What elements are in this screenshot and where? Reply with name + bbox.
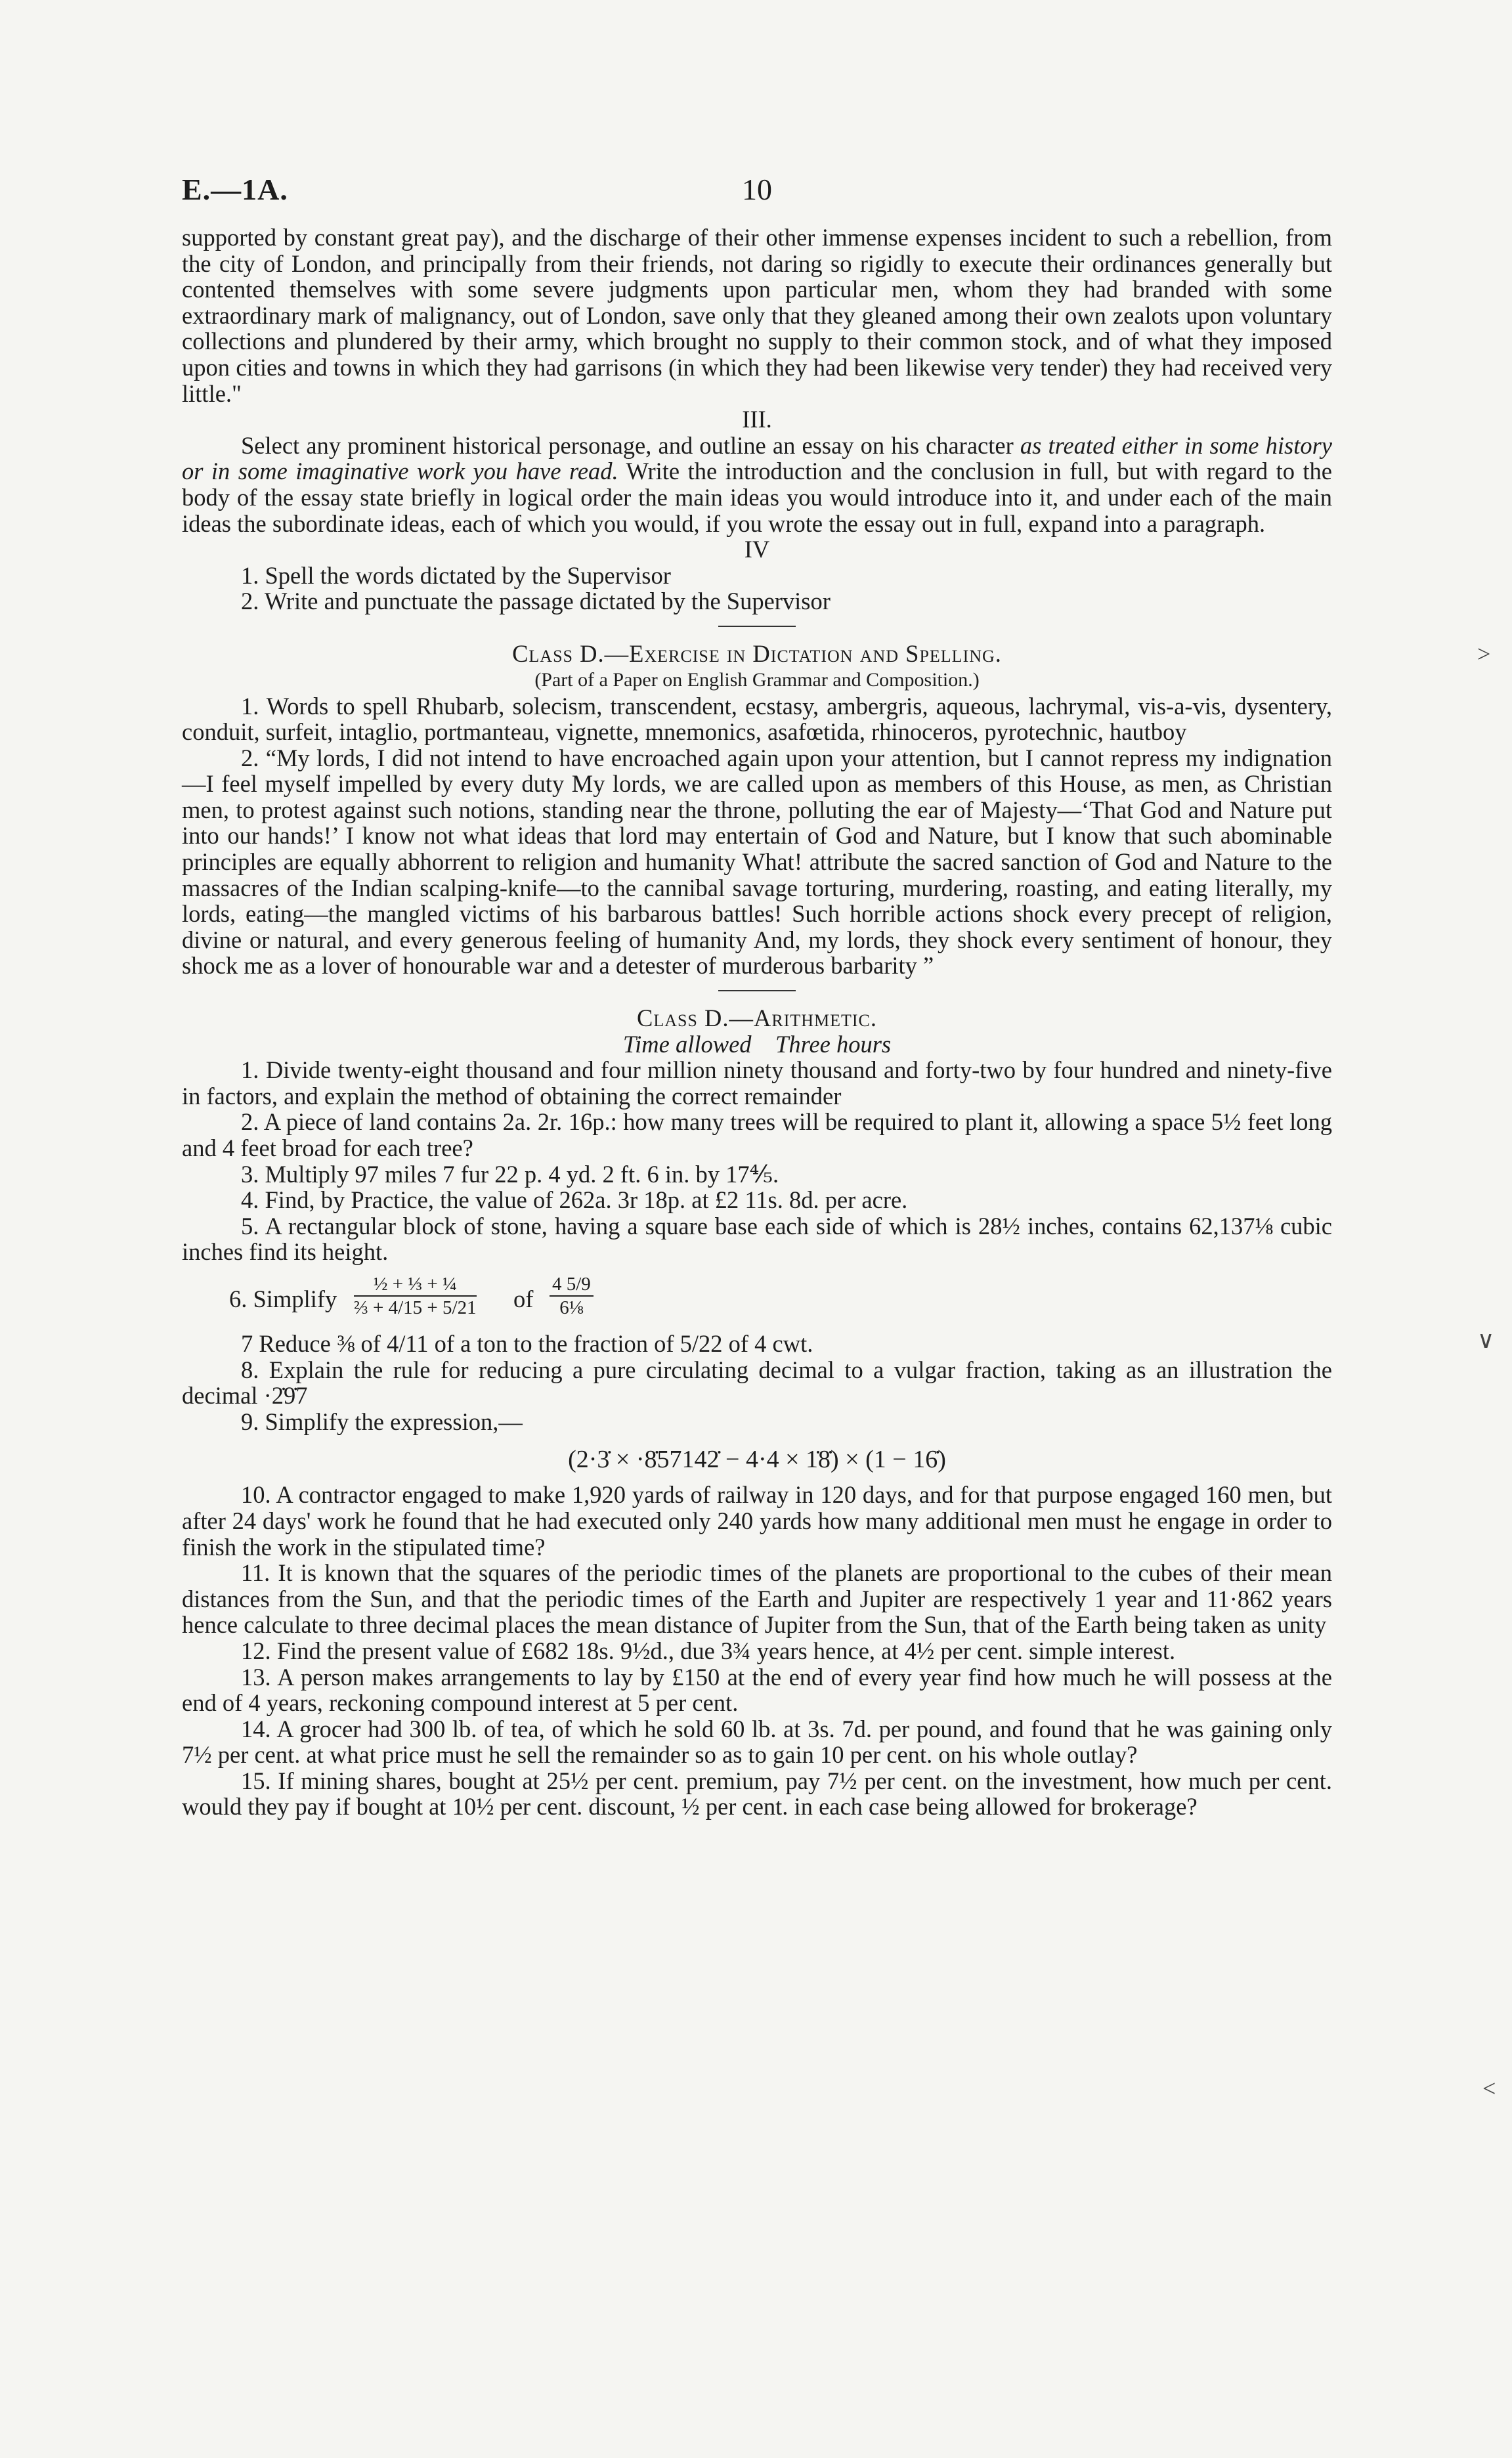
question-15: 15. If mining shares, bought at 25½ per cent. premium, pay 7½ per cent. on the investment, how much per cent. would they pay if bought at 10½ per cent. discount, ½ per cent. in each case being allowed for brokerage? [182, 1767, 1332, 1821]
section-numeral-iii: III. [742, 406, 772, 433]
margin-mark: > [1477, 641, 1491, 667]
question-2: 2. A piece of land contains 2a. 2r. 16p.: how many trees will be required to plant it, allowing a space 5½ feet long and 4 feet broad for each tree? [182, 1108, 1332, 1161]
time-allowed-value: Three hours [775, 1030, 892, 1058]
question-3: 3. Multiply 97 miles 7 fur 22 p. 4 yd. 2 ft. 6 in. by 17⅘. [241, 1160, 779, 1188]
question-7: 7 Reduce ⅜ of 4/11 of a ton to the fraction of 5/22 of 4 cwt. [241, 1329, 813, 1357]
question-4: 4. Find, by Practice, the value of 262a. 3r 18p. at £2 11s. 8d. per acre. [241, 1186, 908, 1214]
intro-paragraph: supported by constant great pay), and the discharge of their other immense expenses incident to such a rebellion, from the city of London, and principally from their friends, not daring so rigidly to execute their ordinances generally but contented themselves with some severe judgments upon particular men, whom they had branded with some extraordinary mark of malignancy, out of London, save only that they gleaned among their own zealots upon voluntary collections and plundered by their army, which brought no supply to their common stock, and of what they imposed upon cities and towns in which they had garrisons (in which they had been likewise very tender) they had received very little." [182, 224, 1332, 407]
fraction-numerator: 4 5/9 [550, 1273, 594, 1297]
question-10: 10. A contractor engaged to make 1,920 yards of railway in 120 days, and for that purpose engaged 160 men, but after 24 days' work he found that he had executed only 240 yards how many additional men must he engage in order to finish the work in the stipulated time? [182, 1481, 1332, 1561]
question-14: 14. A grocer had 300 lb. of tea, of which he sold 60 lb. at 3s. 7d. per pound, and found that he was gaining only 7½ per cent. at what price must he sell the remainder so as to gain 10 per cent. on his whole outlay? [182, 1715, 1332, 1769]
time-allowed-label: Time allowed [622, 1030, 752, 1058]
essay-question-text: Select any prominent historical personage, and outline an essay on his character [241, 431, 1020, 459]
section-iv-item: 1. Spell the words dictated by the Supervisor [241, 561, 671, 589]
essay-question-italic: as treated either in some history or in some imaginative work you have read. [182, 431, 1333, 485]
question-12: 12. Find the present value of £682 18s. 9½d., due 3¾ years hence, at 4½ per cent. simple interest. [241, 1637, 1176, 1664]
page-number: 10 [742, 173, 772, 206]
essay-question [182, 433, 1332, 536]
question-6-fraction-2 [550, 1273, 594, 1319]
question-6-label: 6. Simplify [229, 1285, 337, 1312]
question-9: 9. Simplify the expression,— [241, 1408, 523, 1435]
dictation-subheading: (Part of a Paper on English Grammar and Composition.) [534, 668, 980, 691]
question-9-expression: (2·3̇ × ·8̇57142̇ − 4·4 × 1̇8̇) × (1 − 16̇) [568, 1446, 946, 1474]
section-iv-item: 2. Write and punctuate the passage dictated by the Supervisor [241, 588, 831, 615]
question-6 [182, 1265, 1332, 1331]
page-header [182, 172, 1332, 225]
question-6-fraction-1 [354, 1273, 477, 1319]
section-divider [718, 626, 796, 627]
section-numeral-iv: IV [744, 536, 770, 563]
dictation-item-1: 1. Words to spell Rhubarb, solecism, transcendent, ecstasy, ambergris, aqueous, lachrymal, vis-a-vis, dysentery, conduit, surfeit, intaglio, portmanteau, vignette, mnemonics, asafœtida, rhinoceros, pyrotechnic, hautboy [182, 692, 1332, 746]
dictation-item-2: 2. “My lords, I did not intend to have encroached again upon your attention, but I cannot repress my indignation—I feel myself impelled by every duty My lords, we are called upon as members of this House, as men, as Christian men, to protest against such notions, standing near the throne, polluting the ear of Majesty—‘That God and Nature put into our hands!’ I know not what ideas that lord may entertain of God and Nature, but I know that such abominable principles are equally abhorrent to religion and humanity What! attribute the sacred sanction of God and Nature to the massacres of the Indian scalping-knife—to the cannibal savage torturing, murdering, roasting, and eating literally, my lords, eating—the mangled victims of his barbarous battles! Such horrible actions shock every precept of religion, divine or natural, and every generous feeling of humanity And, my lords, they shock every sentiment of honour, they shock me as a lover of honourable war and a detester of murderous barbarity ” [182, 744, 1332, 980]
document-page [182, 172, 1332, 1820]
question-1: 1. Divide twenty-eight thousand and four million ninety thousand and forty-two by four hundred and ninety-five in factors, and explain the method of obtaining the correct remainder [182, 1056, 1332, 1110]
fraction-denominator: ⅔ + 4/15 + 5/21 [354, 1297, 477, 1318]
question-11: 11. It is known that the squares of the periodic times of the planets are proportional to the cubes of their mean distances from the Sun, and that the periodic times of the Earth and Jupiter are respectively 1 year and 11·862 years hence calculate to three decimal places the mean distance of Jupiter from the Sun, that of the Earth being taken as unity [182, 1559, 1332, 1639]
question-8: 8. Explain the rule for reducing a pure circulating decimal to a vulgar fraction, taking as an illustration the decimal ·2̇9̇7 [182, 1356, 1332, 1410]
document-code: E.—1A. [182, 173, 288, 206]
arithmetic-heading: Class D.—Arithmetic. [636, 1004, 878, 1032]
essay-question-text-end: Write the introduction and the conclusion in full, but with regard to the body of the essay state briefly in logical order the main ideas you would introduce into it, and under each of the main ideas the subordinate ideas, each of which you would, if you wrote the essay out in full, expand into a paragraph. [182, 458, 1332, 537]
question-6-of: of [513, 1285, 534, 1312]
section-divider [718, 990, 796, 991]
question-13: 13. A person makes arrangements to lay by £150 at the end of every year find how much he will possess at the end of 4 years, reckoning compound interest at 5 per cent. [182, 1663, 1332, 1717]
dictation-heading: Class D.—Exercise in Dictation and Spelling. [512, 639, 1002, 667]
margin-mark: < [1482, 2075, 1496, 2102]
question-5: 5. A rectangular block of stone, having a square base each side of which is 28½ inches, contains 62,137⅛ cubic inches find its height. [182, 1212, 1332, 1266]
margin-mark: ∨ [1477, 1327, 1495, 1353]
time-allowed [182, 1031, 1332, 1058]
fraction-numerator: ½ + ⅓ + ¼ [354, 1273, 477, 1297]
fraction-denominator: 6⅛ [559, 1297, 584, 1318]
